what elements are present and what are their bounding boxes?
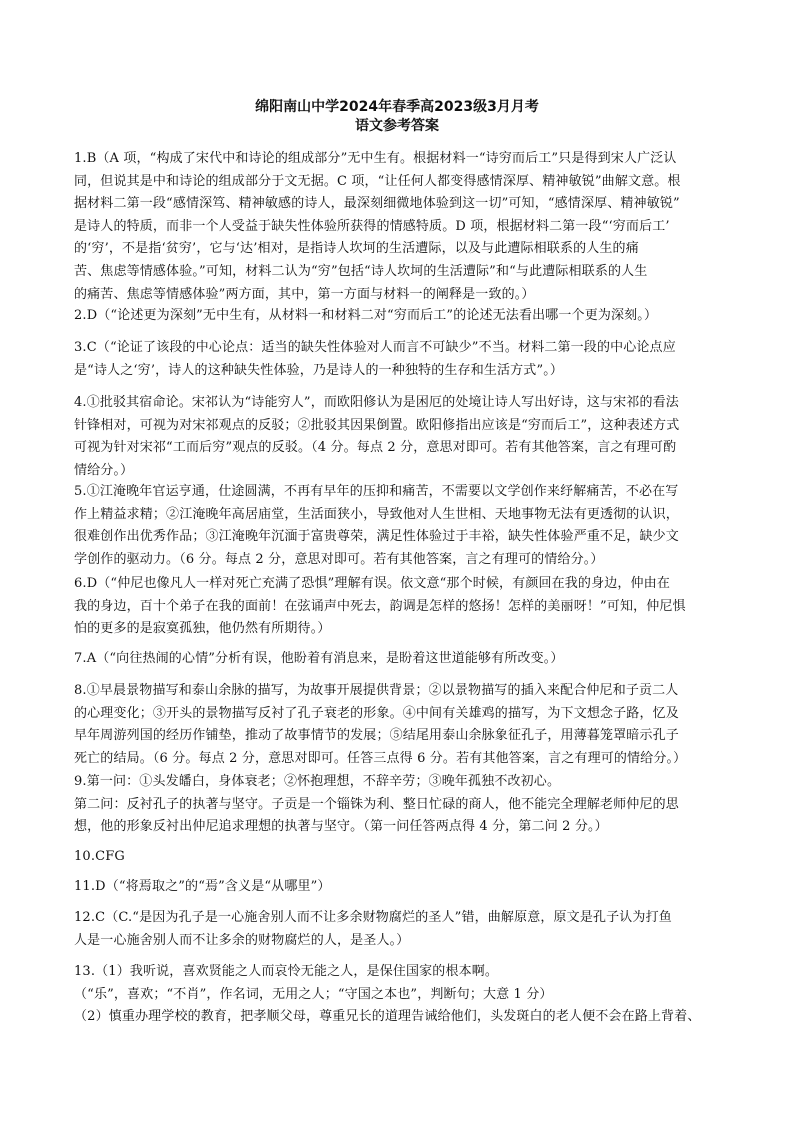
text-line: 针锋相对，可视为对宋祁观点的反驳；②批驳其因果倒置。欧阳修指出应该是“穷而后工”，这种表述方式 xyxy=(74,417,680,433)
text-line: 同，但说其是中和诗论的组成部分于文无据。C 项，“让任何人都变得感情深厚、精神敏锐”曲解文意。根 xyxy=(74,173,681,189)
text-line: 是“诗人之‘穷’，诗人的这种缺失性体验，乃是诗人的一种独特的生存和生活方式”。） xyxy=(74,362,564,378)
answer-12 xyxy=(74,907,722,952)
text-line: 学创作的驱动力。（6 分。每点 2 分，意思对即可。若有其他答案，言之有理可的情给分。） xyxy=(74,551,604,567)
answer-13 xyxy=(74,961,722,1029)
text-line: 第二问：反衬孔子的执著与坚守。子贡是一个锱铢为利、整日忙碌的商人，他不能完全理解老师仲尼的思 xyxy=(74,796,679,812)
answer-7 xyxy=(74,648,722,671)
text-line: 我的身边，百十个弟子在我的面前！在弦诵声中死去，韵调是怎样的悠扬！怎样的美丽呀！”可知，仲尼惧 xyxy=(74,598,686,614)
text-line: 9.第一问：①头发皤白，身体衰老；②怀抱理想，不辞辛劳；③晚年孤独不改初心。 xyxy=(74,774,561,789)
text-line: 早年周游列国的经历作铺垫，推动了故事情节的发展；⑤结尾用泰山余脉象征孔子，用薄暮笼罩暗示孔子 xyxy=(74,728,679,744)
text-line: 2.D（“论述更为深刻”无中生有，从材料一和材料二对“穷而后工”的论述无法看出哪一个更为深刻。） xyxy=(74,308,658,323)
text-line: 很难创作出优秀作品；③江淹晚年沉湎于富贵尊荣，满足性体验过于丰裕，缺失性体验严重不足，缺少文 xyxy=(74,529,679,545)
text-line: 的心理变化；③开头的景物描写反衬了孔子衰老的形象。④中间有关雄鸡的描写，为下文想念子路，忆及 xyxy=(74,705,679,721)
answer-3 xyxy=(74,337,722,382)
text-line: （“乐”，喜欢；“不肖”，作名词，无用之人；“守国之本也”，判断句；大意 1 分） xyxy=(74,986,553,1002)
text-line: 11.D（“将焉取之”的“焉”含义是“从哪里”） xyxy=(74,879,331,894)
answer-10 xyxy=(74,846,722,869)
text-line: 10.CFG xyxy=(74,849,125,864)
page-subtitle: 语文参考答案 xyxy=(355,118,439,134)
answer-9 xyxy=(74,771,722,839)
answer-11 xyxy=(74,876,722,899)
text-line: 1.B（A 项，“构成了宋代中和诗论的组成部分”无中生有。根据材料一“诗穷而后工”只是得到宋人广泛认 xyxy=(74,151,677,166)
text-line: 13.（1）我听说，喜欢贤能之人而哀怜无能之人，是保住国家的根本啊。 xyxy=(74,964,499,979)
text-line: （2）慎重办理学校的教育，把孝顺父母，尊重兄长的道理告诫给他们，头发斑白的老人便不会在路上背着、 xyxy=(74,1009,701,1025)
text-line: 苦、焦虑等情感体验。”可知，材料二认为“穷”包括“诗人坎坷的生活遭际”和“与此遭际相联系的人生 xyxy=(74,263,648,279)
text-line: 可视为针对宋祁“工而后穷”观点的反驳。（4 分。每点 2 分，意思对即可。若有其他答案，言之有理可酌 xyxy=(74,440,677,456)
answer-6 xyxy=(74,573,722,641)
text-line: 人是一心施舍别人而不让多余的财物腐烂的人，是圣人。） xyxy=(74,932,410,948)
text-line: 的‘穷’，不是指‘贫穷’，它与‘达’相对，是指诗人坎坷的生活遭际，以及与此遭际相联系的人生的痛 xyxy=(74,241,639,257)
text-line: 死亡的结局。（6 分。每点 2 分，意思对即可。任答三点得 6 分。若有其他答案，言之有理可的情给分。） xyxy=(74,750,687,766)
answer-2 xyxy=(74,305,722,328)
text-line: 情给分。） xyxy=(74,462,134,478)
text-line: 据材料二第一段“感情深笃、精神敏感的诗人，最深刻细微地体验到这一切”可知，“感情深厚、精神敏锐” xyxy=(74,196,680,212)
text-line: 是诗人的特质，而非一个人受益于缺失性体验所获得的情感特质。D 项，根据材料二第一段“‘穷而后工’ xyxy=(74,218,670,234)
answer-4 xyxy=(74,392,722,482)
text-line: 怕的更多的是寂寞孤独，他仍然有所期待。） xyxy=(74,621,331,637)
text-line: 作上精益求精；②江淹晚年高居庙堂，生活面狭小，导致他对人生世相、天地事物无法有更透彻的认识， xyxy=(74,506,679,522)
text-line: 7.A（“向往热闹的心情”分析有误，他盼着有消息来，是盼着这世道能够有所改变。） xyxy=(74,651,564,666)
answer-1 xyxy=(74,148,722,306)
text-line: 12.C（C.“是因为孔子是一心施舍别人而不让多余财物腐烂的圣人”错，曲解原意，原文是孔子认为打鱼 xyxy=(74,910,672,925)
text-line: 想，他的形象反衬出仲尼追求理想的执著与坚守。（第一问任答两点得 4 分，第二问 2 分。） xyxy=(74,819,608,835)
text-line: 的痛苦、焦虑等情感体验”两方面，其中，第一方面与材料一的阐释是一致的。） xyxy=(74,286,535,302)
text-line: 5.①江淹晚年官运亨通，仕途圆满，不再有早年的压抑和痛苦，不需要以文学创作来纾解痛苦，不必在写 xyxy=(74,484,679,499)
page-title: 绵阳南山中学2024年春季高2023级3月月考 xyxy=(255,99,539,115)
answer-5 xyxy=(74,481,722,571)
answer-8 xyxy=(74,680,722,770)
text-line: 3.C（“论证了该段的中心论点：适当的缺失性体验对人而言不可缺少”不当。材料二第一段的中心论点应 xyxy=(74,340,676,355)
text-line: 6.D（“仲尼也像凡人一样对死亡充满了恐惧”理解有误。依文意“那个时候，有颜回在我的身边，仲由在 xyxy=(74,576,670,591)
text-line: 8.①早晨景物描写和泰山余脉的描写，为故事开展提供背景；②以景物描写的插入来配合仲尼和子贡二人 xyxy=(74,683,679,698)
text-line: 4.①批驳其宿命论。宋祁认为“诗能穷人”，而欧阳修认为是困厄的处境让诗人写出好诗，这与宋祁的看法 xyxy=(74,395,679,410)
